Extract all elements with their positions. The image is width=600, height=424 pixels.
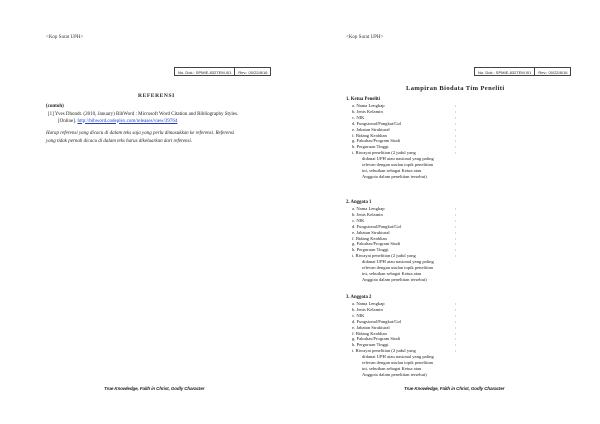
field-label-line: Anggota dalam penelitian tersebut) bbox=[362, 276, 427, 282]
field-colon: : bbox=[454, 108, 457, 114]
field-label: f. Bidang Keahlian bbox=[352, 132, 387, 138]
field-colon: : bbox=[454, 144, 457, 150]
field-colon: : bbox=[454, 241, 457, 247]
example-label: (contoh) bbox=[46, 104, 64, 109]
revision-number: Rev.: 00/22/8/16 bbox=[534, 68, 570, 75]
field-colon: : bbox=[454, 211, 457, 217]
field-label-line: didanai UPH atau nasional yang paling bbox=[362, 259, 434, 265]
field-label: a. Nama Lengkap bbox=[352, 206, 385, 211]
page-title: Lampiran Biodata Tim Peneliti bbox=[406, 85, 505, 92]
field-colon: : bbox=[454, 150, 457, 156]
document-number: No. Dok.: SPMIE-832TEM.I01 bbox=[178, 70, 232, 75]
field-label: a. Nama Lengkap bbox=[352, 103, 385, 108]
field-row-research-history bbox=[346, 150, 556, 180]
field-label: b. Jenis Kelamin bbox=[352, 108, 383, 114]
field-label: c. NIK bbox=[352, 312, 365, 318]
field-colon: : bbox=[454, 103, 457, 108]
field-label: f. Bidang Keahlian bbox=[352, 235, 387, 241]
field-label: b. Jenis Kelamin bbox=[352, 306, 383, 312]
section-heading: 1. Ketua Peneliti bbox=[346, 97, 380, 102]
field-colon: : bbox=[454, 235, 457, 241]
field-label: g. Fakultas/Program Studi bbox=[352, 138, 401, 144]
field-label-line: ini, sebutkan sebagai Ketua atau bbox=[362, 167, 422, 173]
letterhead-placeholder: <Kop Surat UPH> bbox=[346, 35, 384, 40]
section-anggota-1 bbox=[346, 200, 556, 283]
field-label: e. Jabatan Struktural bbox=[352, 126, 390, 132]
reference-note bbox=[46, 130, 266, 146]
field-colon: : bbox=[454, 306, 457, 312]
field-row-research-history bbox=[346, 253, 556, 283]
reference-online-prefix: [Online]. bbox=[58, 118, 78, 124]
field-colon: : bbox=[454, 114, 457, 120]
reference-entry bbox=[48, 112, 288, 125]
field-label bbox=[352, 150, 447, 180]
field-label-line: i. Riwayat penelitian (2 judul yang bbox=[352, 348, 416, 354]
page-title: REFERENSI bbox=[138, 93, 175, 99]
field-colon: : bbox=[454, 132, 457, 138]
field-label-line: relevan dengan usulan topik penelitian bbox=[362, 162, 433, 168]
field-label: c. NIK bbox=[352, 114, 365, 120]
field-label: e. Jabatan Struktural bbox=[352, 324, 390, 330]
document-number: No. Dok.: SPMIE-832TEM.I01 bbox=[478, 70, 532, 75]
field-colon: : bbox=[454, 348, 457, 354]
field-label: a. Nama Lengkap bbox=[352, 301, 385, 306]
field-colon: : bbox=[454, 253, 457, 259]
section-heading: 2. Anggota 1 bbox=[346, 200, 372, 205]
field-label bbox=[352, 348, 447, 378]
field-colon: : bbox=[454, 318, 457, 324]
field-label: g. Fakultas/Program Studi bbox=[352, 336, 401, 342]
field-label-line: ini, sebutkan sebagai Ketua atau bbox=[362, 270, 422, 276]
field-colon: : bbox=[454, 330, 457, 336]
field-label-line: didanai UPH atau nasional yang paling bbox=[362, 354, 434, 360]
field-label: f. Bidang Keahlian bbox=[352, 330, 387, 336]
field-label-line: i. Riwayat penelitian (2 judul yang bbox=[352, 253, 416, 259]
field-label: e. Jabatan Struktural bbox=[352, 229, 390, 235]
field-label: h. Perguruan Tinggi bbox=[352, 247, 389, 253]
field-colon: : bbox=[454, 120, 457, 126]
field-label-line: ini, sebutkan sebagai Ketua atau bbox=[362, 365, 422, 371]
field-colon: : bbox=[454, 324, 457, 330]
document-number-box bbox=[474, 67, 571, 76]
field-colon: : bbox=[454, 301, 457, 306]
field-colon: : bbox=[454, 342, 457, 348]
field-label bbox=[352, 253, 447, 283]
field-label: d. Fungsional/Pangkat/Gol bbox=[352, 120, 402, 126]
document-number-box bbox=[174, 67, 271, 76]
field-label: h. Perguruan Tinggi bbox=[352, 144, 389, 150]
field-colon: : bbox=[454, 336, 457, 342]
field-label-line: didanai UPH atau nasional yang paling bbox=[362, 156, 434, 162]
field-label-line: Anggota dalam penelitian tersebut) bbox=[362, 371, 427, 377]
field-colon: : bbox=[454, 223, 457, 229]
field-colon: : bbox=[454, 138, 457, 144]
note-line: yang tidak pernah dicacu di dalam teks harus dikeluarkan dari referensi. bbox=[46, 139, 193, 144]
revision-number: Rev.: 00/22/8/16 bbox=[234, 68, 270, 75]
field-colon: : bbox=[454, 206, 457, 211]
page-footer-motto: True Knowledge, Faith in Christ, Godly Character bbox=[404, 386, 505, 391]
field-label: g. Fakultas/Program Studi bbox=[352, 241, 401, 247]
field-colon: : bbox=[454, 247, 457, 253]
page-footer-motto: True Knowledge, Faith in Christ, Godly Character bbox=[104, 386, 205, 391]
field-colon: : bbox=[454, 312, 457, 318]
field-colon: : bbox=[454, 217, 457, 223]
section-ketua-peneliti bbox=[346, 97, 556, 180]
field-label-line: Anggota dalam penelitian tersebut) bbox=[362, 173, 427, 179]
field-label-line: relevan dengan usulan topik penelitian bbox=[362, 265, 433, 271]
field-label: c. NIK bbox=[352, 217, 365, 223]
reference-text: [1] Yves Dhondt. (2010, January) BibWord : Microsoft Word Citation and Bibliography Styles. bbox=[48, 112, 239, 117]
field-colon: : bbox=[454, 126, 457, 132]
field-label: d. Fungsional/Pangkat/Gol bbox=[352, 318, 402, 324]
field-label-line: i. Riwayat penelitian (2 judul yang bbox=[352, 150, 416, 156]
field-label: h. Perguruan Tinggi bbox=[352, 342, 389, 348]
field-label: b. Jenis Kelamin bbox=[352, 211, 383, 217]
section-heading: 3. Anggota 2 bbox=[346, 295, 372, 300]
reference-online-line bbox=[48, 119, 288, 126]
note-line: Harap referensi yang dicacu di dalam teks saja yang perlu dimasukkan ke referensi. Referensi bbox=[46, 131, 235, 136]
field-label-line: relevan dengan usulan topik penelitian bbox=[362, 360, 433, 366]
field-row-research-history bbox=[346, 348, 556, 378]
reference-link[interactable]: http://bibword.codeplex.com/releases/view/39764 bbox=[77, 118, 178, 124]
field-colon: : bbox=[454, 229, 457, 235]
page-biodata bbox=[300, 0, 600, 424]
field-label: d. Fungsional/Pangkat/Gol bbox=[352, 223, 402, 229]
letterhead-placeholder: <Kop Surat UPH> bbox=[46, 35, 84, 40]
section-anggota-2 bbox=[346, 295, 556, 378]
